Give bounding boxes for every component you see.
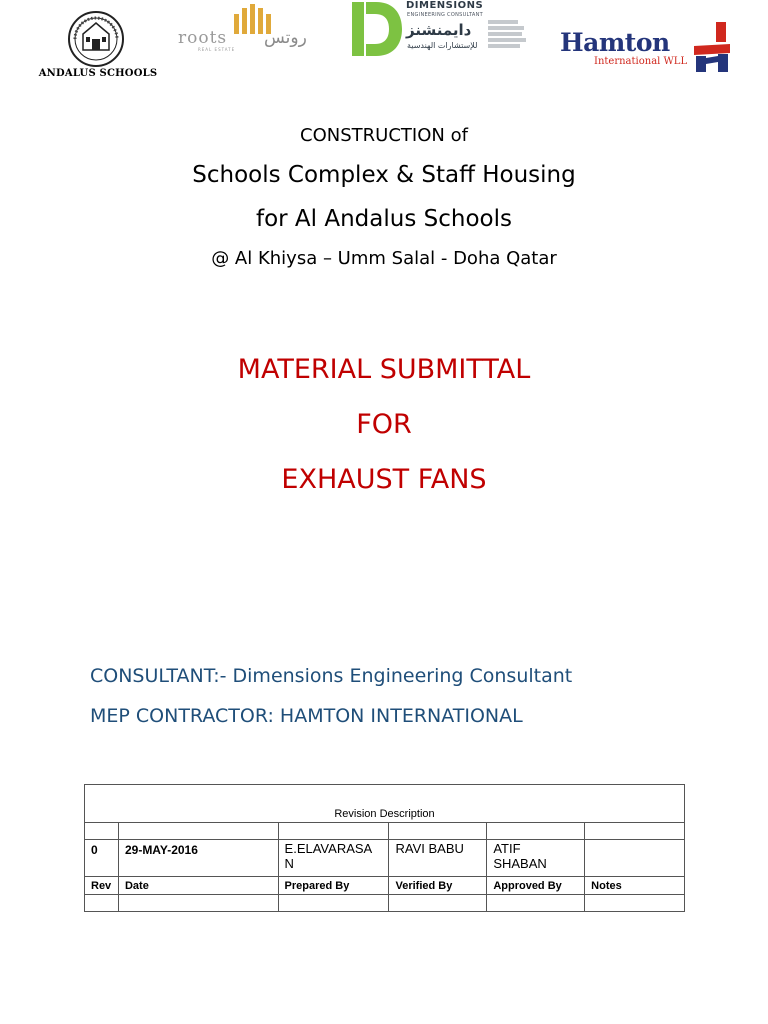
- approved-by-cell: ATIF SHABAN: [487, 840, 585, 877]
- roots-latin-name: roots: [178, 28, 228, 48]
- roots-logo: [176, 4, 332, 56]
- submittal-line1: MATERIAL SUBMITTAL: [237, 354, 531, 385]
- project-title-line2: for Al Andalus Schools: [256, 206, 512, 232]
- dimensions-title: DIMENSIONS: [406, 0, 484, 11]
- prepared-by-cell: E.ELAVARASA N: [278, 840, 389, 877]
- verified-by-cell: RAVI BABU: [389, 840, 487, 877]
- date-cell: 29-MAY-2016: [118, 840, 278, 877]
- revision-empty-row: [85, 895, 685, 912]
- col-notes-header: Notes: [585, 877, 685, 895]
- revision-table: [84, 784, 685, 912]
- hamton-subtitle: International WLL: [594, 56, 688, 67]
- construction-label: CONSTRUCTION of: [300, 125, 468, 146]
- roots-arabic-name: روتس: [264, 28, 307, 48]
- col-rev-header: Rev: [85, 877, 119, 895]
- andalus-schools-logo: [36, 8, 160, 82]
- dimensions-arabic-name: دايمنشنز: [406, 21, 472, 39]
- project-title-line1: Schools Complex & Staff Housing: [192, 162, 576, 188]
- revision-header-row: [85, 877, 685, 895]
- contractor-line: MEP CONTRACTOR: HAMTON INTERNATIONAL: [90, 705, 523, 727]
- hamton-logo: [558, 22, 734, 74]
- logo-bar: [0, 0, 768, 90]
- hamton-wordmark: Hamton: [560, 28, 670, 57]
- col-prepared-header: Prepared By: [278, 877, 389, 895]
- andalus-seal-icon: [65, 10, 127, 68]
- submittal-title: [0, 342, 768, 507]
- dimensions-logo: [350, 0, 530, 58]
- revision-blank-row: [85, 823, 685, 840]
- dimensions-subtitle: ENGINEERING CONSULTANT: [407, 12, 484, 18]
- project-location: @ Al Khiysa – Umm Salal - Doha Qatar: [211, 248, 557, 269]
- notes-cell: [585, 840, 685, 877]
- consultant-line: CONSULTANT:- Dimensions Engineering Consultant: [90, 665, 573, 687]
- dimensions-arabic-subtitle: للإستشارات الهندسية: [407, 41, 478, 50]
- col-date-header: Date: [118, 877, 278, 895]
- col-approved-header: Approved By: [487, 877, 585, 895]
- submittal-line3: EXHAUST FANS: [281, 464, 487, 495]
- rev-cell: 0: [85, 840, 119, 877]
- andalus-schools-name: ANDALUS SCHOOLS: [38, 68, 158, 79]
- roots-subtitle: REAL ESTATE: [198, 47, 236, 52]
- dimensions-d-icon: [352, 2, 402, 56]
- revision-caption-row: [85, 785, 685, 823]
- submittal-line2: FOR: [356, 409, 412, 440]
- table-row: [85, 840, 685, 877]
- hamton-h-icon: [694, 22, 730, 72]
- col-verified-header: Verified By: [389, 877, 487, 895]
- project-header: [0, 122, 768, 274]
- revision-caption: Revision Description: [85, 785, 685, 823]
- parties-block: [90, 656, 572, 736]
- dimensions-contact-block: [488, 20, 528, 50]
